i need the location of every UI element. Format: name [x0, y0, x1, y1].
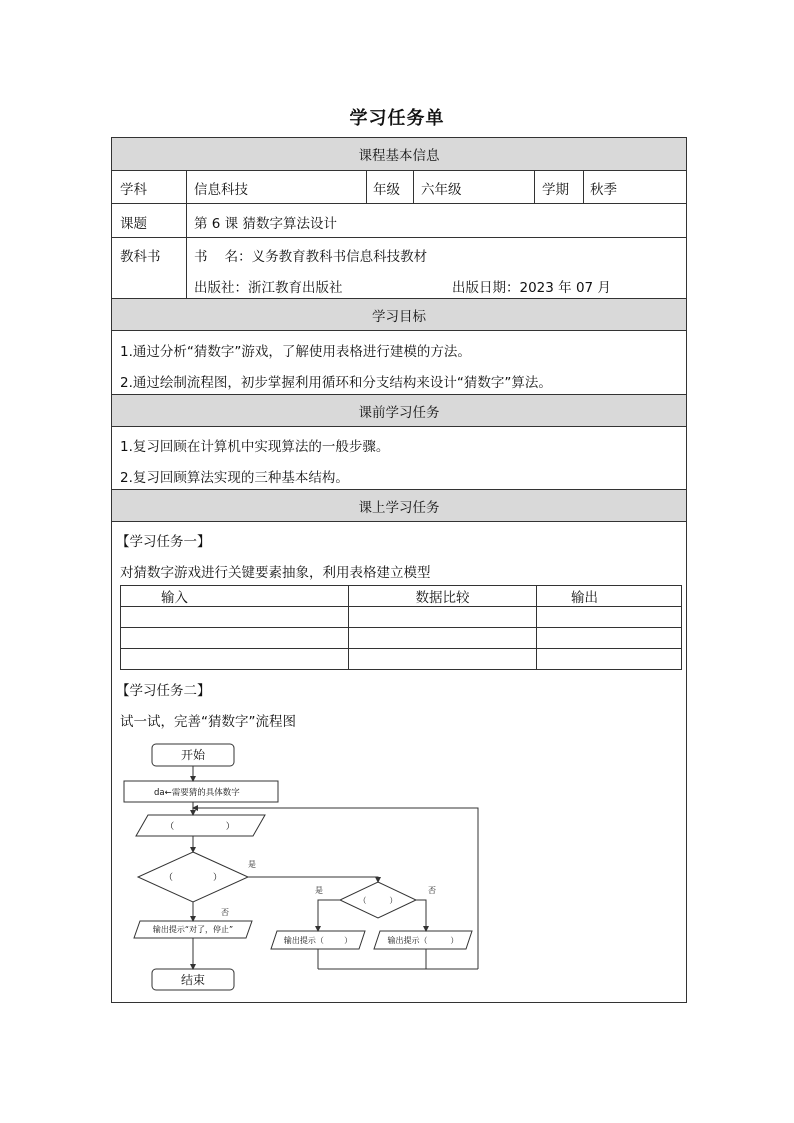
task-one-title: 【学习任务一】 [116, 534, 211, 550]
subject-label: 学科 [120, 182, 147, 198]
flow-no1-label: 否 [221, 908, 229, 917]
section-header-basic-info: 课程基本信息 [112, 138, 686, 170]
lesson-label: 课题 [120, 216, 147, 232]
flow-decision2-label: （ ） [358, 896, 398, 905]
goal-item-2: 2.通过绘制流程图，初步掌握利用循环和分支结构来设计“猜数字”算法。 [120, 375, 552, 391]
column-header-compare: 数据比较 [349, 586, 537, 607]
guess-number-flowchart [120, 738, 500, 1000]
table-cell[interactable] [537, 649, 682, 670]
task-two-description: 试一试，完善“猜数字”流程图 [120, 714, 296, 730]
section-header-in-class: 课上学习任务 [112, 490, 686, 521]
table-row [121, 628, 682, 649]
flow-yes1-label: 是 [248, 860, 256, 869]
table-cell[interactable] [121, 649, 349, 670]
flow-input-label: （ ） [165, 822, 235, 832]
section-header-goals: 学习目标 [112, 299, 686, 330]
flow-output-right-label: 输出提示（ ） [387, 936, 459, 945]
document-title: 学习任务单 [349, 108, 445, 129]
flow-end-label: 结束 [180, 973, 206, 987]
flow-no2-label: 否 [428, 886, 436, 895]
textbook-label: 教科书 [120, 249, 161, 265]
modeling-table [120, 585, 682, 670]
term-label: 学期 [542, 182, 569, 198]
lesson-value: 第 6 课 猜数字算法设计 [194, 216, 337, 232]
book-name: 书 名：义务教育教科书信息科技教材 [194, 249, 428, 265]
table-cell[interactable] [537, 607, 682, 628]
goal-item-1: 1.通过分析“猜数字”游戏，了解使用表格进行建模的方法。 [120, 344, 471, 360]
flow-yes2-label: 是 [315, 886, 323, 895]
term-value: 秋季 [590, 182, 617, 198]
task-one-description: 对猜数字游戏进行关键要素抽象，利用表格建立模型 [120, 565, 431, 581]
task-two-title: 【学习任务二】 [116, 683, 211, 699]
column-header-input: 输入 [121, 586, 349, 607]
table-row [121, 649, 682, 670]
grade-value: 六年级 [421, 182, 462, 198]
flow-output-left-label: 输出提示（ ） [283, 936, 353, 945]
subject-value: 信息科技 [194, 182, 248, 198]
table-cell[interactable] [349, 649, 537, 670]
grade-label: 年级 [373, 182, 400, 198]
publisher: 出版社：浙江教育出版社 [194, 280, 343, 296]
flow-start-label: 开始 [180, 748, 206, 762]
task-sheet [111, 137, 687, 1003]
table-cell[interactable] [537, 628, 682, 649]
table-cell[interactable] [349, 607, 537, 628]
flow-assign-label: da←需要猜的具体数字 [154, 788, 240, 798]
flow-output-correct-label: 输出提示“对了，停止” [152, 925, 234, 934]
pre-task-1: 1.复习回顾在计算机中实现算法的一般步骤。 [120, 439, 390, 455]
column-header-output: 输出 [537, 586, 682, 607]
section-header-pre-class: 课前学习任务 [112, 395, 686, 426]
publish-date: 出版日期：2023 年 07 月 [452, 280, 611, 296]
table-cell[interactable] [121, 628, 349, 649]
table-header-row [121, 586, 682, 607]
flow-decision1-label: （ ） [163, 873, 223, 883]
table-cell[interactable] [349, 628, 537, 649]
pre-task-2: 2.复习回顾算法实现的三种基本结构。 [120, 470, 349, 486]
table-row [121, 607, 682, 628]
table-cell[interactable] [121, 607, 349, 628]
